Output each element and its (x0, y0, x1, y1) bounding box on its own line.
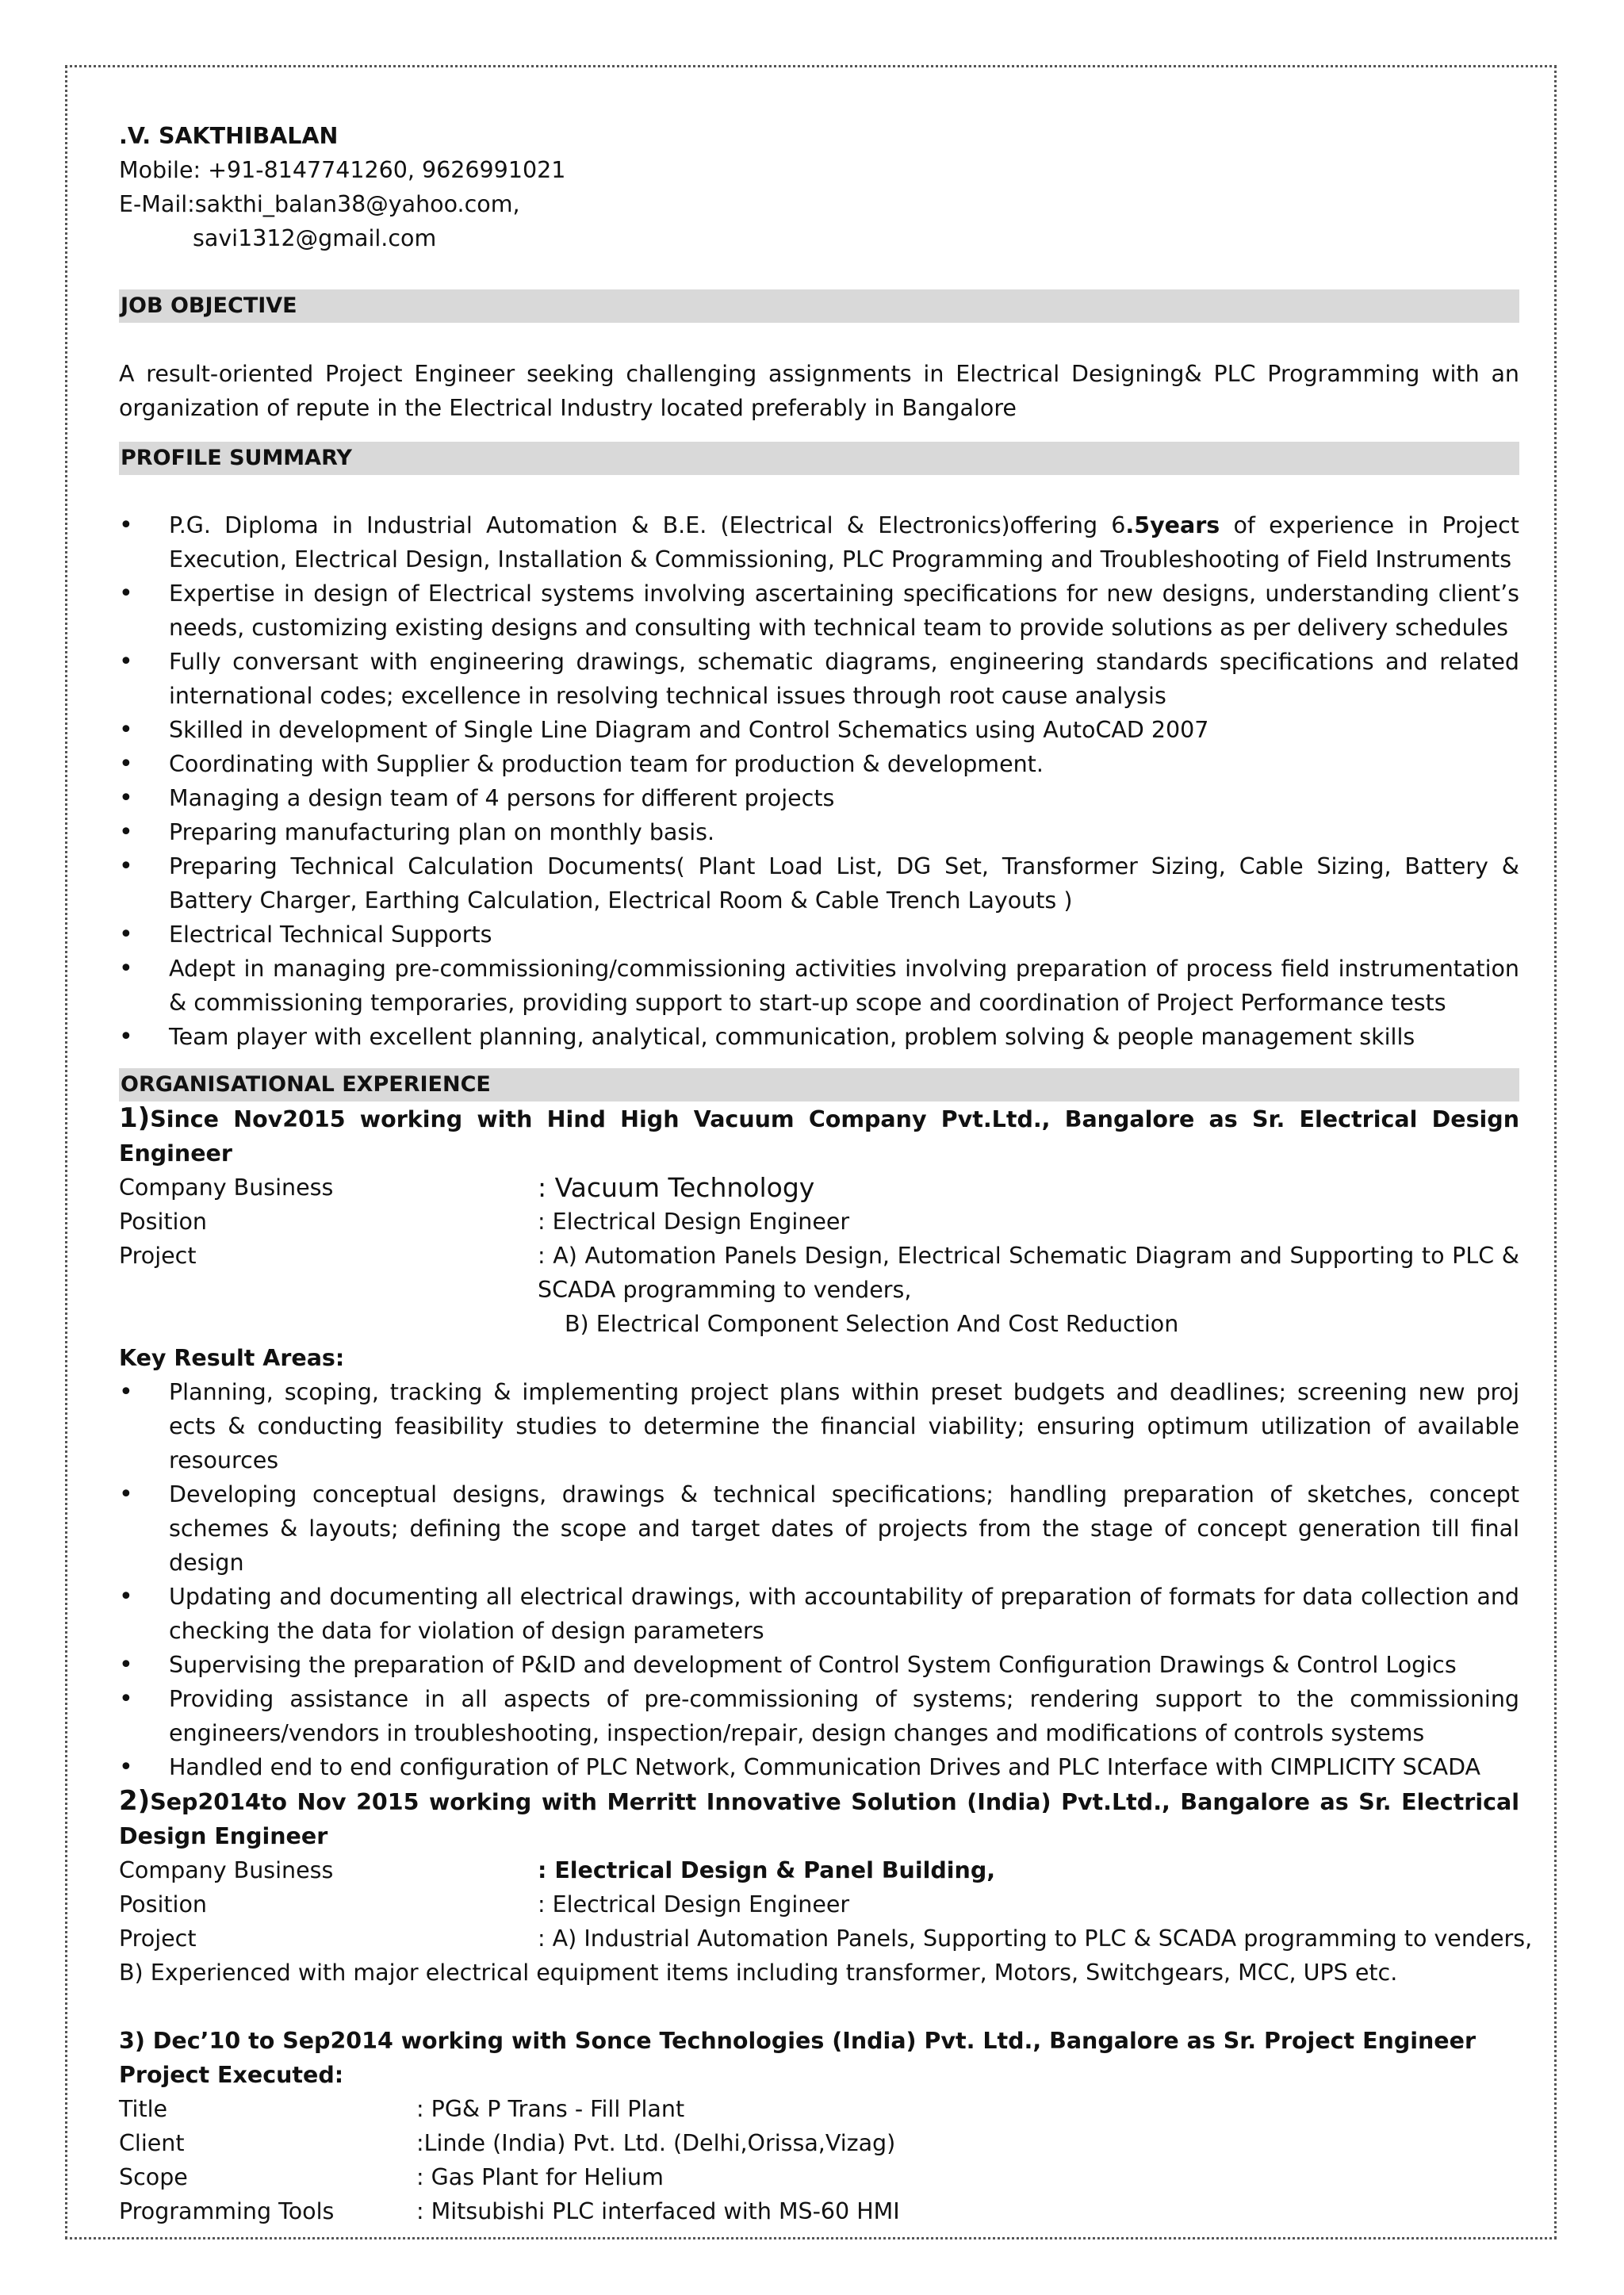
job1-kra-list (119, 1375, 1519, 1784)
job2-position-row (119, 1887, 1519, 1921)
job1-project-b: B) Electrical Component Selection And Cost Reduction (565, 1311, 1179, 1337)
job1-project-a: : A) Automation Panels Design, Electrical Schematic Diagram and Supporting to PLC & SCADA programming to venders, (538, 1243, 1519, 1303)
summary-years: .5years (1125, 512, 1220, 538)
email-line-1: E-Mail:sakthi_balan38@yahoo.com, (119, 191, 520, 217)
list-item (119, 508, 1519, 577)
summary-text-pre: P.G. Diploma in Industrial Automation & B.E. (Electrical & Electronics)offering 6 (169, 512, 1126, 538)
list-item: • Planning, scoping, tracking & implementing project plans within preset budgets and deadlines; screening new proj ects & conducting feasibility studies to determine the financial viability; ensuring optimum utilization of available resources (119, 1375, 1519, 1477)
list-item: • Skilled in development of Single Line Diagram and Control Schematics using AutoCAD 2007 (119, 713, 1519, 747)
job3-row (119, 2092, 1519, 2126)
job3-row-value: : Mitsubishi PLC interfaced with MS-60 HMI (416, 2198, 900, 2224)
list-item: • Providing assistance in all aspects of pre-commissioning of systems; rendering support to the commissioning engineers/vendors in troubleshooting, inspection/repair, design changes and modifications of controls systems (119, 1682, 1519, 1750)
job1-project-label: Project (119, 1243, 197, 1269)
job1-position-label: Position (119, 1209, 207, 1235)
list-item: • Coordinating with Supplier & production team for production & development. (119, 747, 1519, 781)
job3-row (119, 2160, 1519, 2194)
list-item: • Supervising the preparation of P&ID and development of Control System Configuration Drawings & Control Logics (119, 1648, 1519, 1682)
list-item: • Team player with excellent planning, analytical, communication, problem solving & people management skills (119, 1020, 1519, 1054)
job2-project-row (119, 1921, 1533, 1956)
summary-text-post: of experience in Project Execution, Electrical Design, Installation & Commissioning, PLC Programming and Troubleshooting of Field Instruments (169, 512, 1519, 573)
job1-project-value (538, 1239, 1519, 1341)
job2-project-b: B) Experienced with major electrical equipment items including transformer, Motors, Switchgears, MCC, UPS etc. (119, 1960, 1398, 1986)
job2-title (119, 1784, 1519, 1853)
candidate-name: .V. SAKTHIBALAN (119, 123, 339, 149)
job3-row-label: Title (119, 2096, 168, 2122)
job2-number: 2) (119, 1785, 151, 1817)
job3-row (119, 2194, 1519, 2228)
list-item: • Preparing Technical Calculation Documents( Plant Load List, DG Set, Transformer Sizing, Cable Sizing, Battery & Battery Charger, Earthing Calculation, Electrical Room & Cable Trench Layouts ) (119, 849, 1519, 918)
job2-title-text: Sep2014to Nov 2015 working with Merritt Innovative Solution (India) Pvt.Ltd., Bangalore as Sr. Electrical Design Engineer (119, 1789, 1519, 1849)
job-objective-heading: JOB OBJECTIVE (119, 289, 1519, 323)
profile-summary-heading: PROFILE SUMMARY (119, 442, 1519, 475)
job1-title (119, 1102, 1519, 1170)
list-item: • Expertise in design of Electrical systems involving ascertaining specifications for new designs, understanding client’s needs, customizing existing designs and consulting with technical team to provide solutions as per delivery schedules (119, 577, 1519, 645)
job3-projects-heading: Project Executed: (119, 2062, 344, 2088)
job1-number: 1) (119, 1102, 151, 1134)
list-item: • Fully conversant with engineering drawings, schematic diagrams, engineering standards specifications and related international codes; excellence in resolving technical issues through root cause analysis (119, 645, 1519, 713)
list-item: • Updating and documenting all electrical drawings, with accountability of preparation of formats for data collection and checking the data for violation of design parameters (119, 1580, 1519, 1648)
job3-row-label: Client (119, 2130, 185, 2156)
job3-row-value: : PG& P Trans - Fill Plant (416, 2096, 685, 2122)
job1-business-row (119, 1170, 1519, 1205)
mobile-line: Mobile: +91-8147741260, 9626991021 (119, 157, 566, 183)
job2-business-label: Company Business (119, 1857, 334, 1883)
resume-content (119, 119, 1533, 2228)
job2-business-value: : Electrical Design & Panel Building, (538, 1857, 996, 1883)
job1-position-row (119, 1205, 1519, 1239)
list-item: • Managing a design team of 4 persons for different projects (119, 781, 1519, 815)
list-item: • Adept in managing pre-commissioning/commissioning activities involving preparation of process field instrumentation & commissioning temporaries, providing support to start-up scope and coordination of Project Performance tests (119, 952, 1519, 1020)
job2-business-row (119, 1853, 1519, 1887)
job2-position-label: Position (119, 1891, 207, 1918)
job2-position-value: : Electrical Design Engineer (538, 1891, 850, 1918)
job-objective-text: A result-oriented Project Engineer seeking challenging assignments in Electrical Designing& PLC Programming with an organization of repute in the Electrical Industry located preferably in Bangalore (119, 361, 1519, 421)
list-item: • Developing conceptual designs, drawings & technical specifications; handling preparation of sketches, concept schemes & layouts; defining the scope and target dates of projects from the stage of concept generation till final design (119, 1477, 1519, 1580)
job3-title: 3) Dec’10 to Sep2014 working with Sonce Technologies (India) Pvt. Ltd., Bangalore as Sr. Project Engineer (119, 2028, 1477, 2054)
job1-kra-heading: Key Result Areas: (119, 1345, 345, 1371)
job3-row-label: Scope (119, 2164, 188, 2190)
job3-row-value: :Linde (India) Pvt. Ltd. (Delhi,Orissa,Vizag) (416, 2130, 896, 2156)
email-line-2: savi1312@gmail.com (193, 225, 437, 251)
job1-title-text: Since Nov2015 working with Hind High Vacuum Company Pvt.Ltd., Bangalore as Sr. Electrical Design Engineer (119, 1106, 1519, 1167)
job1-business-label: Company Business (119, 1174, 334, 1201)
job1-project-row (119, 1239, 1519, 1341)
experience-heading: ORGANISATIONAL EXPERIENCE (119, 1068, 1519, 1102)
profile-summary-list (119, 508, 1519, 1054)
list-item: • Preparing manufacturing plan on monthly basis. (119, 815, 1519, 849)
job2-project-label: Project (119, 1925, 197, 1952)
job1-business-value: : Vacuum Technology (538, 1172, 815, 1203)
job3-row (119, 2126, 1519, 2160)
list-item: • Electrical Technical Supports (119, 918, 1519, 952)
job2-project-value: : A) Industrial Automation Panels, Supporting to PLC & SCADA programming to venders, (538, 1925, 1533, 1952)
list-item: • Handled end to end configuration of PLC Network, Communication Drives and PLC Interface with CIMPLICITY SCADA (119, 1750, 1519, 1784)
contact-block (119, 119, 1519, 255)
job1-position-value: : Electrical Design Engineer (538, 1209, 850, 1235)
job3-row-value: : Gas Plant for Helium (416, 2164, 664, 2190)
job3-row-label: Programming Tools (119, 2198, 335, 2224)
